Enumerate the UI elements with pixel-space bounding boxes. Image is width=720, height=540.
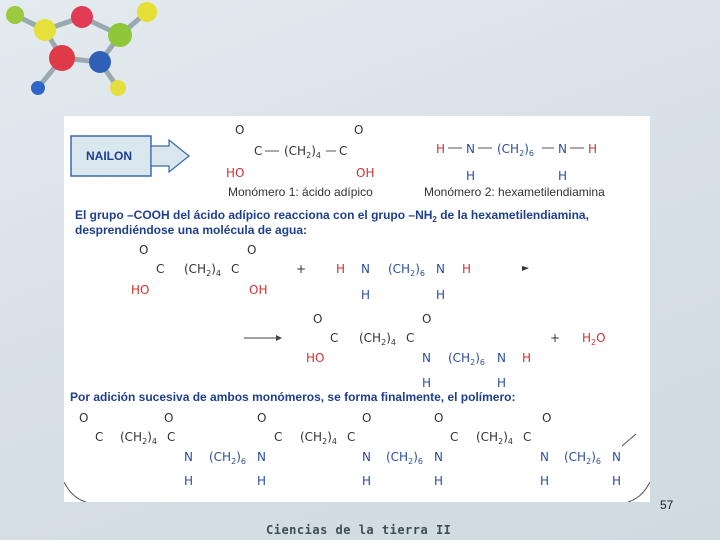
reaction-products xyxy=(244,312,606,390)
svg-text:C: C xyxy=(450,430,459,444)
svg-text:O: O xyxy=(164,411,174,425)
svg-text:C: C xyxy=(274,430,283,444)
reaction-reactants xyxy=(131,243,529,302)
svg-text:H: H xyxy=(522,351,532,365)
svg-text:O: O xyxy=(422,312,432,326)
svg-text:N: N xyxy=(497,351,506,365)
svg-text:OH: OH xyxy=(249,283,268,297)
svg-text:O: O xyxy=(247,243,257,257)
svg-text:HO: HO xyxy=(131,283,150,297)
svg-text:C: C xyxy=(339,144,348,158)
page-number: 57 xyxy=(660,498,674,512)
svg-text:N: N xyxy=(612,450,621,464)
svg-text:C: C xyxy=(95,430,104,444)
svg-text:O: O xyxy=(362,411,372,425)
svg-text:O: O xyxy=(235,123,245,137)
svg-text:C: C xyxy=(347,430,356,444)
nailon-label-box xyxy=(71,136,189,176)
svg-text:H: H xyxy=(558,169,568,183)
svg-text:N: N xyxy=(434,450,443,464)
svg-text:H: H xyxy=(362,474,372,488)
svg-text:H: H xyxy=(466,169,476,183)
svg-text:H: H xyxy=(184,474,194,488)
svg-text:(CH2)4: $(CH_2)_4$ xyxy=(184,262,221,278)
svg-text:O: O xyxy=(542,411,552,425)
monomer1-caption: Monómero 1: ácido adípico xyxy=(228,185,373,199)
svg-text:O: O xyxy=(354,123,364,137)
svg-text:N: N xyxy=(558,142,567,156)
svg-text:H: H xyxy=(540,474,550,488)
svg-text:(CH2)4: $(CH_2)_4$ xyxy=(359,331,396,347)
svg-text:(CH2)4: $(CH_2)_4$ xyxy=(120,430,157,446)
adipic-acid-formula xyxy=(226,123,374,180)
svg-text:(CH2)6: $(CH_2)_6$ xyxy=(448,351,485,367)
svg-text:(CH2)4: $(CH_2)_4$ xyxy=(476,430,513,446)
svg-text:N: N xyxy=(436,262,445,276)
svg-text:N: N xyxy=(184,450,193,464)
svg-text:H: H xyxy=(588,142,598,156)
svg-text:C: C xyxy=(231,262,240,276)
svg-text:N: N xyxy=(540,450,549,464)
svg-text:(CH2)6: $(CH_2)_6$ xyxy=(386,450,423,466)
svg-text:+: + xyxy=(296,262,307,276)
nailon-label: NAILON xyxy=(86,149,132,163)
svg-text:C: C xyxy=(406,331,415,345)
molecule-logo xyxy=(0,0,170,110)
svg-text:H: H xyxy=(422,376,432,390)
svg-text:C: C xyxy=(156,262,165,276)
svg-text:N: N xyxy=(361,262,370,276)
svg-text:H: H xyxy=(497,376,507,390)
svg-text:O: O xyxy=(79,411,89,425)
svg-text:H: H xyxy=(436,142,446,156)
reaction-description-line2: desprendiéndose una molécula de agua: xyxy=(75,223,308,237)
svg-text:(CH2)4: $(CH_2)_4$ xyxy=(300,430,337,446)
svg-text:C: C xyxy=(254,144,263,158)
svg-text:N: N xyxy=(362,450,371,464)
content-panel xyxy=(64,116,650,502)
reaction-description: El grupo –COOH del ácido adípico reacciona con el grupo $-NH_2$ de la hexametilendiamina, xyxy=(75,208,589,224)
svg-text:H: H xyxy=(257,474,267,488)
footer-title: Ciencias de la tierra II xyxy=(266,523,452,537)
monomer2-caption: Monómero 2: hexametilendiamina xyxy=(424,185,605,199)
svg-text:N: N xyxy=(257,450,266,464)
svg-text:(CH2)6: $(CH_2)_6$ xyxy=(564,450,601,466)
svg-text:N: N xyxy=(422,351,431,365)
svg-text:HO: HO xyxy=(226,166,245,180)
svg-text:O: O xyxy=(313,312,323,326)
chemistry-figure xyxy=(64,116,650,502)
svg-text:(CH2)6: $(CH_2)_6$ xyxy=(497,142,534,158)
svg-text:O: O xyxy=(139,243,149,257)
svg-text:(CH2)4: $(CH_2)_4$ xyxy=(284,144,321,160)
svg-text:C: C xyxy=(330,331,339,345)
hexamethylenediamine-formula xyxy=(436,142,597,183)
svg-text:H: H xyxy=(336,262,346,276)
polymer-chain xyxy=(79,411,636,488)
svg-text:N: N xyxy=(466,142,475,156)
arrow-right-icon xyxy=(151,140,189,172)
polymer-description: Por adición sucesiva de ambos monómeros, se forma finalmente, el polímero: xyxy=(70,390,516,404)
svg-text:O: O xyxy=(434,411,444,425)
svg-text:+: + xyxy=(550,331,561,345)
svg-text:O: O xyxy=(257,411,267,425)
svg-text:OH: OH xyxy=(356,166,375,180)
svg-text:H: H xyxy=(436,288,446,302)
svg-text:H: H xyxy=(361,288,371,302)
svg-text:HO: HO xyxy=(306,351,325,365)
svg-text:C: C xyxy=(167,430,176,444)
svg-text:H2O: $H_2O$ xyxy=(582,331,606,347)
svg-text:(CH2)6: $(CH_2)_6$ xyxy=(388,262,425,278)
svg-text:H: H xyxy=(612,474,622,488)
svg-text:H: H xyxy=(434,474,444,488)
svg-text:(CH2)6: $(CH_2)_6$ xyxy=(209,450,246,466)
svg-text:H: H xyxy=(462,262,472,276)
svg-text:C: C xyxy=(523,430,532,444)
